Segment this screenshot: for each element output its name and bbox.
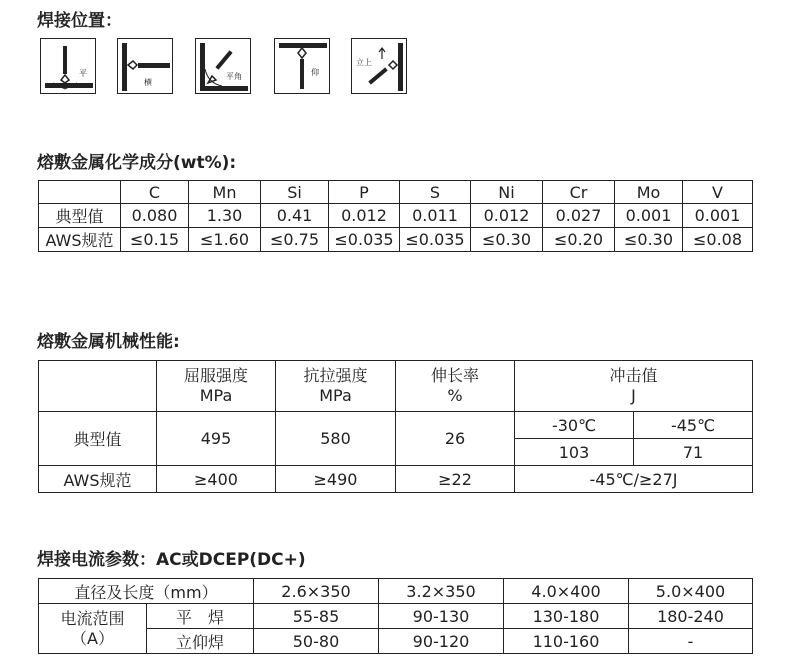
table-cell: 4.0×400 — [504, 579, 629, 604]
table-cell: 50-80 — [254, 629, 379, 654]
mechanical-properties-title: 熔敷金属机械性能: — [37, 332, 180, 352]
position-label: 平 焊 — [147, 604, 254, 629]
table-cell: ≤0.75 — [261, 228, 329, 252]
table-cell: 110-160 — [504, 629, 629, 654]
table-cell: ≤1.60 — [189, 228, 261, 252]
table-header-cell: Mn — [189, 181, 261, 204]
table-cell: ≥400 — [157, 466, 276, 493]
row-label: 典型值 — [39, 204, 121, 228]
table-row — [39, 466, 753, 493]
table-cell: 5.0×400 — [629, 579, 753, 604]
header-unit: MPa — [199, 386, 233, 405]
size-label-cell: 直径及长度（mm） — [39, 579, 254, 604]
table-row — [39, 412, 753, 439]
vertical-up-position-icon — [351, 38, 407, 94]
tensile-strength-header — [276, 361, 396, 412]
table-cell: 180-240 — [629, 604, 753, 629]
header-unit: J — [631, 386, 636, 405]
table-cell: 3.2×350 — [379, 579, 504, 604]
vertical-up-position-label: 立上 — [356, 58, 372, 67]
table-cell: 71 — [634, 439, 753, 466]
table-cell: 0.001 — [683, 204, 753, 228]
horizontal-position-icon — [117, 38, 173, 94]
table-header-cell: V — [683, 181, 753, 204]
table-cell: 0.011 — [400, 204, 471, 228]
row-label: AWS规范 — [39, 466, 157, 493]
table-header-cell: Ni — [471, 181, 543, 204]
table-header-cell — [39, 361, 157, 412]
table-cell: 0.001 — [615, 204, 683, 228]
impact-temp-cell: -30℃ — [515, 412, 634, 439]
flat-position-icon — [40, 38, 96, 94]
overhead-position-icon — [274, 38, 330, 94]
elongation-header — [396, 361, 515, 412]
table-cell: 55-85 — [254, 604, 379, 629]
table-cell: ≤0.035 — [329, 228, 400, 252]
fillet-position-label: 平角 — [226, 72, 242, 81]
row-label: AWS规范 — [39, 228, 121, 252]
table-row — [39, 228, 753, 252]
mechanical-properties-table — [38, 360, 753, 493]
impact-temp-cell: -45℃ — [634, 412, 753, 439]
table-row — [39, 604, 753, 629]
table-cell: 90-130 — [379, 604, 504, 629]
table-row — [39, 204, 753, 228]
table-cell: ≥490 — [276, 466, 396, 493]
table-cell: 0.41 — [261, 204, 329, 228]
table-header-cell: Cr — [543, 181, 615, 204]
position-label: 立仰焊 — [147, 629, 254, 654]
table-cell: 26 — [396, 412, 515, 466]
table-cell: ≤0.20 — [543, 228, 615, 252]
table-cell: 0.012 — [329, 204, 400, 228]
table-cell: ≤0.035 — [400, 228, 471, 252]
table-header-cell — [39, 181, 121, 204]
horizontal-position-label: 横 — [144, 78, 152, 87]
header-unit: MPa — [319, 386, 352, 405]
impact-value-header — [515, 361, 753, 412]
table-header-cell: P — [329, 181, 400, 204]
chemical-header-row — [39, 181, 753, 204]
table-cell: 580 — [276, 412, 396, 466]
overhead-position-label: 仰 — [311, 68, 319, 77]
table-cell: 0.012 — [471, 204, 543, 228]
table-cell: 0.080 — [121, 204, 189, 228]
current-range-label — [39, 604, 147, 654]
table-header-cell: Si — [261, 181, 329, 204]
yield-strength-header — [157, 361, 276, 412]
table-header-cell: Mo — [615, 181, 683, 204]
table-cell: 1.30 — [189, 204, 261, 228]
table-header-cell: C — [121, 181, 189, 204]
flat-position-label: 平 — [79, 69, 87, 78]
header-name: 屈服强度 — [183, 366, 248, 385]
mechanical-header-row — [39, 361, 753, 412]
header-name: 伸长率 — [430, 366, 479, 385]
chemical-composition-title: 熔敷金属化学成分(wt%): — [37, 153, 237, 173]
table-cell: ≤0.30 — [471, 228, 543, 252]
chemical-composition-table — [38, 180, 753, 252]
table-cell: ≥22 — [396, 466, 515, 493]
table-cell: ≤0.15 — [121, 228, 189, 252]
table-cell: -45℃/≥27J — [515, 466, 753, 493]
range-label-line: 电流范围 — [60, 608, 125, 628]
table-cell: 495 — [157, 412, 276, 466]
table-cell: ≤0.08 — [683, 228, 753, 252]
table-cell: 130-180 — [504, 604, 629, 629]
table-header-cell: S — [400, 181, 471, 204]
welding-position-title: 焊接位置： — [37, 11, 122, 31]
welding-current-title: 焊接电流参数：AC或DCEP(DC+) — [37, 550, 306, 570]
header-name: 冲击值 — [609, 366, 658, 385]
header-name: 抗拉强度 — [303, 366, 368, 385]
fillet-position-icon — [195, 38, 251, 94]
table-cell: 2.6×350 — [254, 579, 379, 604]
table-cell: - — [629, 629, 753, 654]
table-cell: 103 — [515, 439, 634, 466]
table-cell: ≤0.30 — [615, 228, 683, 252]
welding-current-table — [38, 578, 753, 654]
table-row — [39, 629, 753, 654]
row-label: 典型值 — [39, 412, 157, 466]
range-label-unit: （A） — [71, 628, 114, 648]
header-unit: % — [447, 386, 463, 405]
table-row — [39, 579, 753, 604]
table-cell: 0.027 — [543, 204, 615, 228]
table-cell: 90-120 — [379, 629, 504, 654]
